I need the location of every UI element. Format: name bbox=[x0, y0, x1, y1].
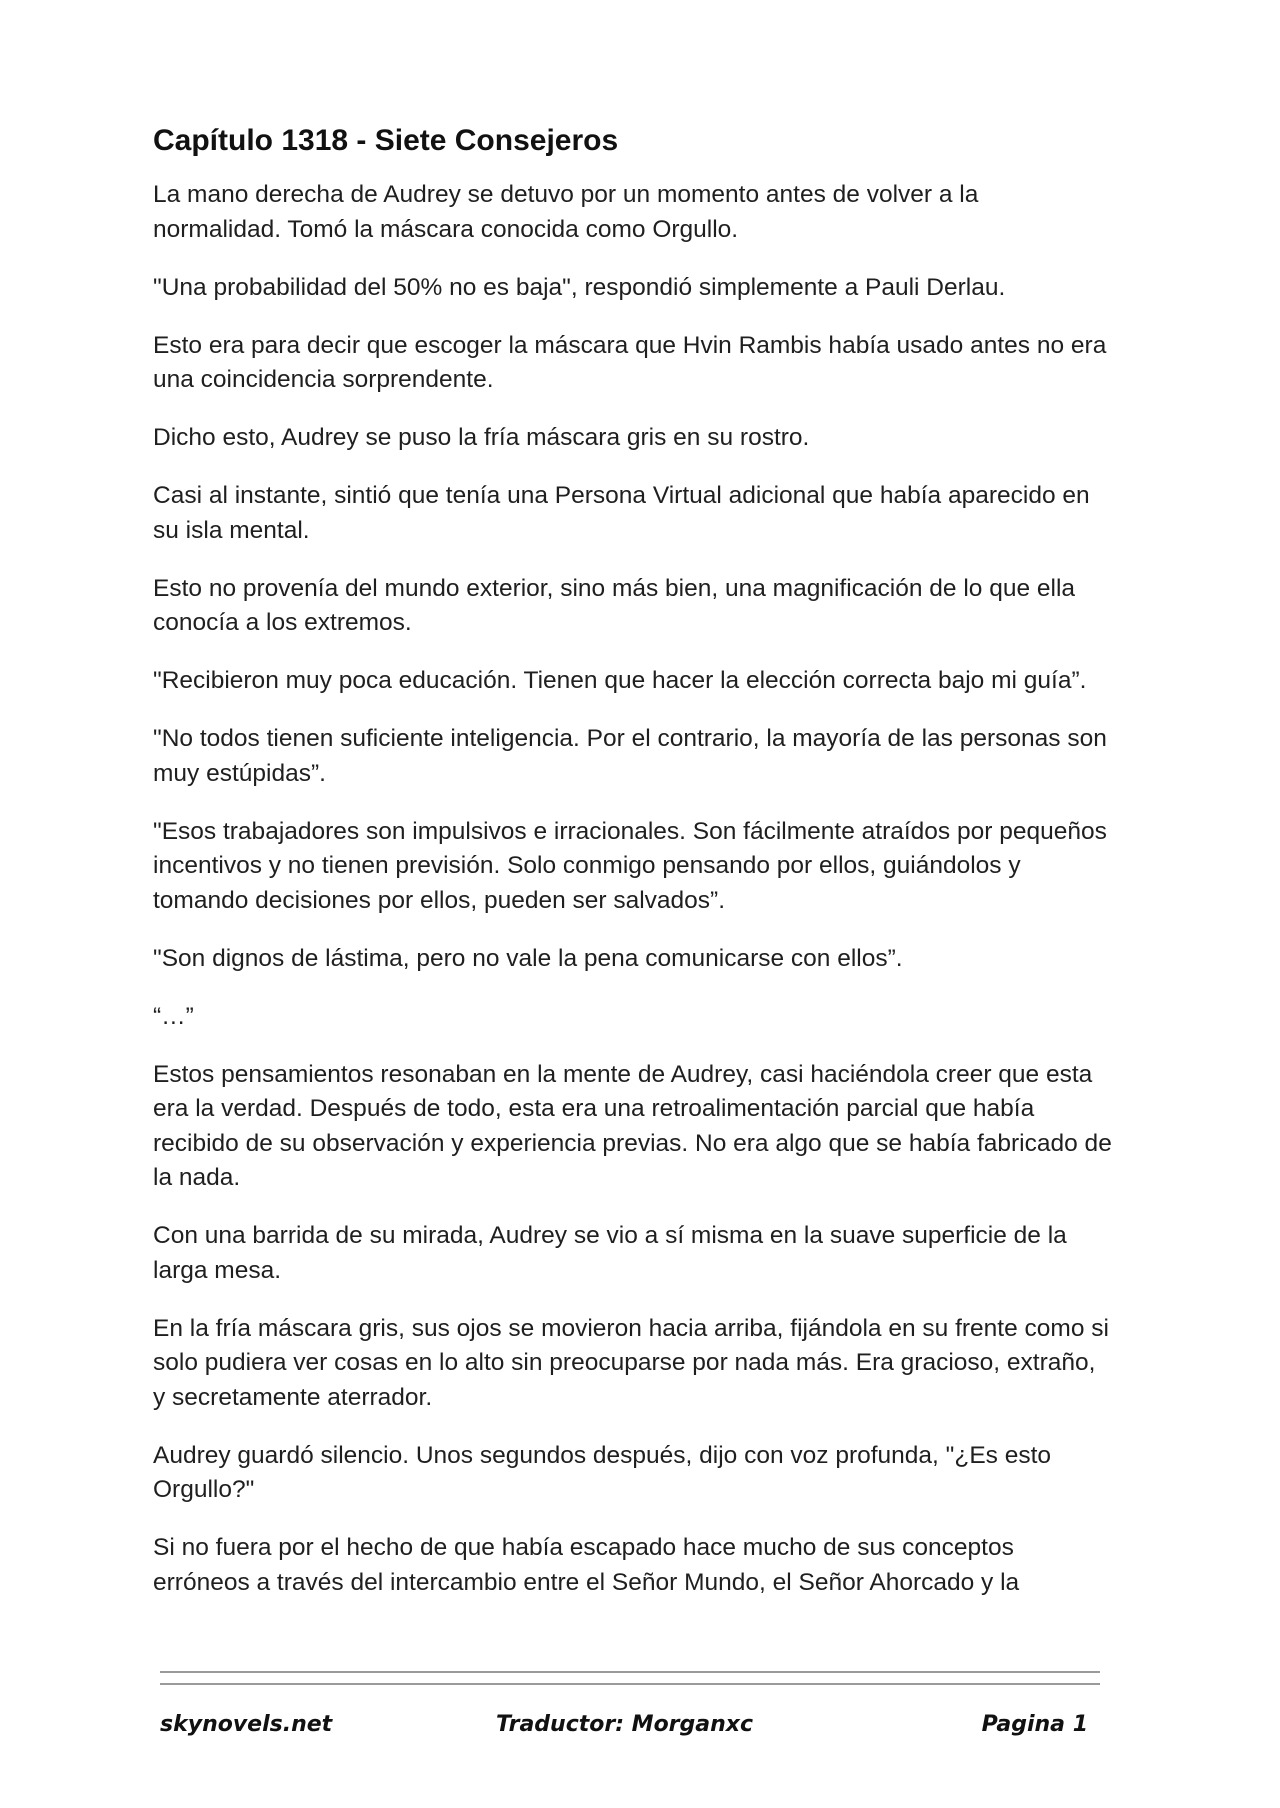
paragraph: Esto no provenía del mundo exterior, sino más bien, una magnificación de lo que ella conocía a los extremos. bbox=[153, 574, 1076, 636]
document-body bbox=[153, 122, 1113, 1624]
paragraph: La mano derecha de Audrey se detuvo por un momento antes de volver a la normalidad. Tomó la máscara conocida como Orgullo. bbox=[153, 181, 979, 243]
paragraph: Estos pensamientos resonaban en la mente de Audrey, casi haciéndola creer que esta era la verdad. Después de todo, esta era una retroalimentación parcial que había recibido de su observación y experiencia previas. No era algo que se había fabricado de la nada. bbox=[153, 1060, 1112, 1191]
paragraph: Si no fuera por el hecho de que había escapado hace mucho de sus conceptos erróneos a través del intercambio entre el Señor Mundo, el Señor Ahorcado y la bbox=[153, 1534, 1020, 1596]
paragraph: "Esos trabajadores son impulsivos e irracionales. Son fácilmente atraídos por pequeños incentivos y no tienen previsión. Solo conmigo pensando por ellos, guiándolos y tomando decisiones por ellos, pueden ser salvados”. bbox=[153, 817, 1107, 914]
chapter-title: Capítulo 1318 - Siete Consejeros bbox=[153, 124, 619, 157]
footer-page-number: Pagina 1 bbox=[981, 1712, 1088, 1737]
paragraph: Casi al instante, sintió que tenía una Persona Virtual adicional que había aparecido en su isla mental. bbox=[153, 482, 1090, 544]
paragraph: "Son dignos de lástima, pero no vale la pena comunicarse con ellos”. bbox=[153, 944, 903, 972]
paragraph: Dicho esto, Audrey se puso la fría máscara gris en su rostro. bbox=[153, 424, 810, 451]
paragraph: “…” bbox=[153, 1002, 194, 1030]
paragraph: "Recibieron muy poca educación. Tienen que hacer la elección correcta bajo mi guía”. bbox=[153, 667, 1087, 694]
paragraph: Audrey guardó silencio. Unos segundos después, dijo con voz profunda, "¿Es esto Orgullo?" bbox=[153, 1441, 1052, 1503]
footer-translator: Traductor: Morganxc bbox=[496, 1712, 754, 1737]
footer-site: skynovels.net bbox=[160, 1712, 333, 1737]
paragraph: "No todos tienen suficiente inteligencia. Por el contrario, la mayoría de las personas son muy estúpidas”. bbox=[153, 725, 1107, 787]
paragraph: En la fría máscara gris, sus ojos se movieron hacia arriba, fijándola en su frente como si solo pudiera ver cosas en lo alto sin preocuparse por nada más. Era gracioso, extraño, y secretamente aterrador. bbox=[153, 1314, 1109, 1411]
paragraph: "Una probabilidad del 50% no es baja", respondió simplemente a Pauli Derlau. bbox=[153, 273, 1006, 301]
footer-divider bbox=[160, 1671, 1100, 1673]
footer-divider bbox=[160, 1683, 1100, 1685]
paragraph: Con una barrida de su mirada, Audrey se vio a sí misma en la suave superficie de la larga mesa. bbox=[153, 1222, 1067, 1284]
paragraph: Esto era para decir que escoger la máscara que Hvin Rambis había usado antes no era una coincidencia sorprendente. bbox=[153, 331, 1107, 393]
page-footer bbox=[160, 1712, 1100, 1748]
